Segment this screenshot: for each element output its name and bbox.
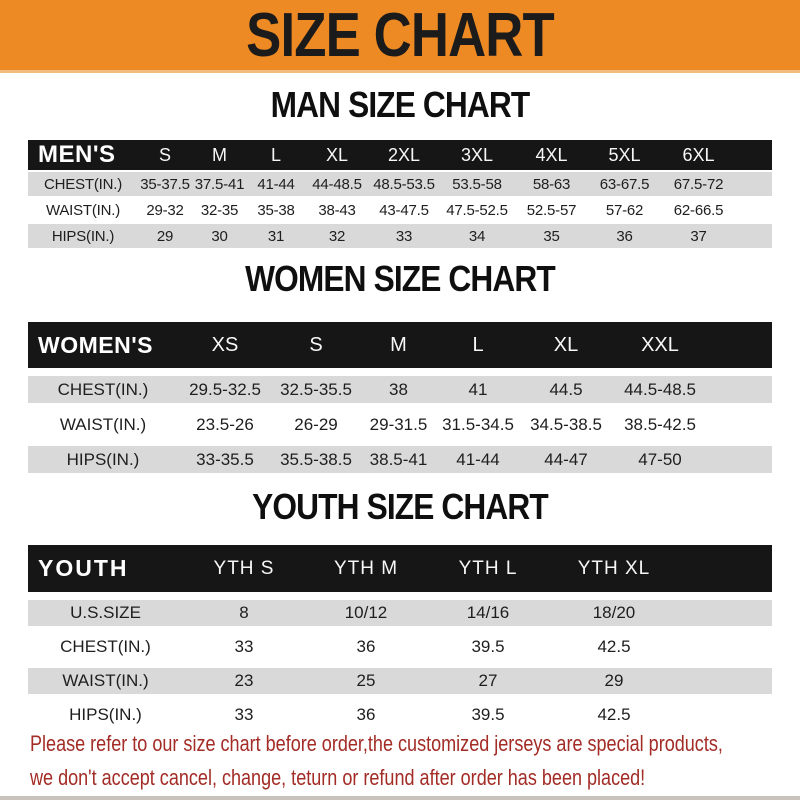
column-header-cell: 3XL bbox=[439, 140, 515, 170]
women-heading-text: WOMEN SIZE CHART bbox=[245, 258, 555, 299]
column-header-cell: XL bbox=[305, 140, 369, 170]
value-cell: 42.5 bbox=[549, 702, 679, 728]
youth-size-table bbox=[28, 537, 772, 736]
value-cell: 38.5-41 bbox=[360, 446, 437, 473]
column-header-cell: 5XL bbox=[588, 140, 661, 170]
row-label-cell: CHEST(IN.) bbox=[28, 376, 178, 403]
value-cell: 23 bbox=[183, 668, 305, 694]
value-cell: 29.5-32.5 bbox=[178, 376, 272, 403]
value-cell: 33 bbox=[369, 224, 439, 248]
table-row bbox=[28, 702, 772, 728]
value-cell: 36 bbox=[588, 224, 661, 248]
filler-cell bbox=[707, 446, 772, 473]
row-label-cell: WAIST(IN.) bbox=[28, 411, 178, 438]
table-row bbox=[28, 411, 772, 438]
column-header-cell: XXL bbox=[613, 322, 707, 368]
value-cell: 33 bbox=[183, 702, 305, 728]
column-header-cell: S bbox=[272, 322, 360, 368]
value-cell: 10/12 bbox=[305, 600, 427, 626]
youth-section-heading bbox=[0, 486, 800, 528]
row-label-cell: CHEST(IN.) bbox=[28, 172, 138, 196]
value-cell: 32 bbox=[305, 224, 369, 248]
row-label-cell: CHEST(IN.) bbox=[28, 634, 183, 660]
row-label-cell: HIPS(IN.) bbox=[28, 446, 178, 473]
value-cell: 36 bbox=[305, 634, 427, 660]
value-cell: 31.5-34.5 bbox=[437, 411, 519, 438]
column-header-cell: M bbox=[192, 140, 247, 170]
men-table-body bbox=[28, 172, 772, 248]
value-cell: 32-35 bbox=[192, 198, 247, 222]
column-header-cell: 2XL bbox=[369, 140, 439, 170]
filler-cell bbox=[736, 198, 772, 222]
value-cell: 41-44 bbox=[247, 172, 305, 196]
filler-cell bbox=[707, 376, 772, 403]
value-cell: 53.5-58 bbox=[439, 172, 515, 196]
filler-cell bbox=[679, 545, 772, 592]
value-cell: 47.5-52.5 bbox=[439, 198, 515, 222]
value-cell: 63-67.5 bbox=[588, 172, 661, 196]
value-cell: 42.5 bbox=[549, 634, 679, 660]
value-cell: 62-66.5 bbox=[661, 198, 736, 222]
filler-cell bbox=[736, 172, 772, 196]
value-cell: 29-31.5 bbox=[360, 411, 437, 438]
banner-title: SIZE CHART bbox=[246, 0, 554, 70]
women-section-heading bbox=[0, 258, 800, 300]
value-cell: 41 bbox=[437, 376, 519, 403]
women-table-header bbox=[28, 322, 772, 368]
value-cell: 57-62 bbox=[588, 198, 661, 222]
row-label-cell: U.S.SIZE bbox=[28, 600, 183, 626]
value-cell: 29 bbox=[549, 668, 679, 694]
column-header-cell: YTH L bbox=[427, 545, 549, 592]
value-cell: 35.5-38.5 bbox=[272, 446, 360, 473]
value-cell: 32.5-35.5 bbox=[272, 376, 360, 403]
table-row bbox=[28, 446, 772, 473]
value-cell: 44-48.5 bbox=[305, 172, 369, 196]
value-cell: 35-37.5 bbox=[138, 172, 192, 196]
value-cell: 43-47.5 bbox=[369, 198, 439, 222]
column-header-cell: YTH M bbox=[305, 545, 427, 592]
value-cell: 34.5-38.5 bbox=[519, 411, 613, 438]
value-cell: 47-50 bbox=[613, 446, 707, 473]
column-header-cell: L bbox=[247, 140, 305, 170]
value-cell: 38-43 bbox=[305, 198, 369, 222]
column-header-cell: 6XL bbox=[661, 140, 736, 170]
value-cell: 38.5-42.5 bbox=[613, 411, 707, 438]
row-label-cell: WAIST(IN.) bbox=[28, 668, 183, 694]
value-cell: 14/16 bbox=[427, 600, 549, 626]
value-cell: 44.5-48.5 bbox=[613, 376, 707, 403]
filler-cell bbox=[707, 411, 772, 438]
value-cell: 18/20 bbox=[549, 600, 679, 626]
table-header-row bbox=[28, 140, 772, 170]
value-cell: 23.5-26 bbox=[178, 411, 272, 438]
filler-cell bbox=[679, 702, 772, 728]
order-policy-note bbox=[30, 727, 800, 795]
column-header-cell: XS bbox=[178, 322, 272, 368]
table-title-cell: YOUTH bbox=[28, 545, 183, 592]
men-size-table bbox=[28, 138, 772, 250]
value-cell: 37.5-41 bbox=[192, 172, 247, 196]
row-label-cell: HIPS(IN.) bbox=[28, 702, 183, 728]
value-cell: 36 bbox=[305, 702, 427, 728]
value-cell: 25 bbox=[305, 668, 427, 694]
order-policy-line-2: we don't accept cancel, change, teturn or refund after order has been placed! bbox=[30, 765, 646, 790]
value-cell: 48.5-53.5 bbox=[369, 172, 439, 196]
value-cell: 26-29 bbox=[272, 411, 360, 438]
filler-cell bbox=[736, 224, 772, 248]
value-cell: 33-35.5 bbox=[178, 446, 272, 473]
bottom-edge-strip bbox=[0, 796, 800, 800]
table-row bbox=[28, 224, 772, 248]
men-table-header bbox=[28, 140, 772, 170]
table-row bbox=[28, 668, 772, 694]
value-cell: 29 bbox=[138, 224, 192, 248]
column-header-cell: YTH XL bbox=[549, 545, 679, 592]
value-cell: 30 bbox=[192, 224, 247, 248]
value-cell: 35 bbox=[515, 224, 588, 248]
value-cell: 52.5-57 bbox=[515, 198, 588, 222]
order-policy-line-1: Please refer to our size chart before order,the customized jerseys are special products, bbox=[30, 731, 723, 756]
column-header-cell: L bbox=[437, 322, 519, 368]
value-cell: 31 bbox=[247, 224, 305, 248]
value-cell: 44-47 bbox=[519, 446, 613, 473]
value-cell: 39.5 bbox=[427, 634, 549, 660]
value-cell: 44.5 bbox=[519, 376, 613, 403]
column-header-cell: S bbox=[138, 140, 192, 170]
table-row bbox=[28, 634, 772, 660]
value-cell: 27 bbox=[427, 668, 549, 694]
column-header-cell: XL bbox=[519, 322, 613, 368]
filler-cell bbox=[707, 322, 772, 368]
value-cell: 39.5 bbox=[427, 702, 549, 728]
youth-heading-text: YOUTH SIZE CHART bbox=[252, 486, 548, 527]
filler-cell bbox=[736, 140, 772, 170]
table-header-row bbox=[28, 545, 772, 592]
value-cell: 58-63 bbox=[515, 172, 588, 196]
table-header-row bbox=[28, 322, 772, 368]
women-table-body bbox=[28, 376, 772, 473]
value-cell: 34 bbox=[439, 224, 515, 248]
value-cell: 29-32 bbox=[138, 198, 192, 222]
man-section-heading bbox=[0, 84, 800, 126]
filler-cell bbox=[679, 634, 772, 660]
value-cell: 33 bbox=[183, 634, 305, 660]
value-cell: 35-38 bbox=[247, 198, 305, 222]
column-header-cell: 4XL bbox=[515, 140, 588, 170]
value-cell: 37 bbox=[661, 224, 736, 248]
filler-cell bbox=[679, 600, 772, 626]
value-cell: 8 bbox=[183, 600, 305, 626]
man-heading-text: MAN SIZE CHART bbox=[270, 84, 530, 125]
size-chart-banner bbox=[0, 0, 800, 73]
women-size-table bbox=[28, 314, 772, 481]
row-label-cell: HIPS(IN.) bbox=[28, 224, 138, 248]
row-label-cell: WAIST(IN.) bbox=[28, 198, 138, 222]
value-cell: 38 bbox=[360, 376, 437, 403]
table-row bbox=[28, 198, 772, 222]
table-row bbox=[28, 600, 772, 626]
column-header-cell: YTH S bbox=[183, 545, 305, 592]
column-header-cell: M bbox=[360, 322, 437, 368]
filler-cell bbox=[679, 668, 772, 694]
youth-table-body bbox=[28, 600, 772, 728]
table-row bbox=[28, 376, 772, 403]
value-cell: 41-44 bbox=[437, 446, 519, 473]
youth-table-header bbox=[28, 545, 772, 592]
value-cell: 67.5-72 bbox=[661, 172, 736, 196]
table-title-cell: WOMEN'S bbox=[28, 322, 178, 368]
table-row bbox=[28, 172, 772, 196]
table-title-cell: MEN'S bbox=[28, 140, 138, 170]
